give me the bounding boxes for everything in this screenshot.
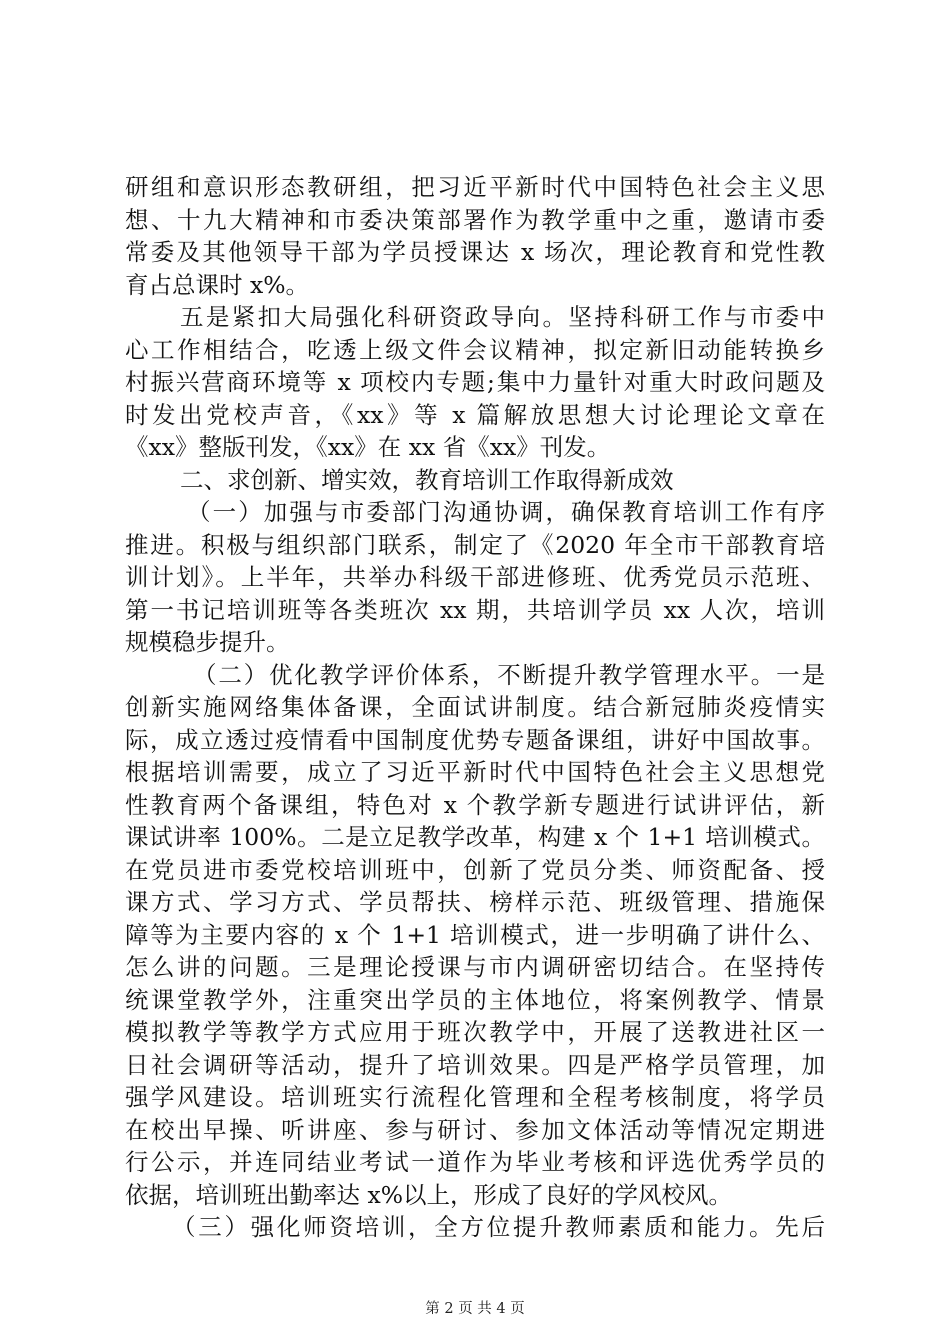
text-line: 际，成立透过疫情看中国制度优势专题备课组，讲好中国故事。 xyxy=(125,725,825,754)
text-line: 模拟教学等教学方式应用于班次教学中，开展了送教进社区一 xyxy=(125,1018,825,1046)
page-number-footer: 第 2 页 共 4 页 xyxy=(425,1301,525,1317)
text-line: 根据培训需要，成立了习近平新时代中国特色社会主义思想党 xyxy=(125,758,825,786)
text-line: 统课堂教学外，注重突出学员的主体地位，将案例教学、情景 xyxy=(125,985,825,1014)
text-line: 第一书记培训班等各类班次 xx 期，共培训学员 xx 人次，培训 xyxy=(125,595,825,624)
text-line: 行公示，并连同结业考试一道作为毕业考核和评选优秀学员的 xyxy=(125,1148,825,1176)
text-line: 依据，培训班出勤率达 x%以上，形成了良好的学风校风。 xyxy=(125,1180,733,1209)
text-line: 村振兴营商环境等 x 项校内专题;集中力量针对重大时政问题及 xyxy=(125,368,825,396)
section-heading: 二、求创新、增实效，教育培训工作取得新成效 xyxy=(180,465,674,494)
text-line: 怎么讲的问题。三是理论授课与市内调研密切结合。在坚持传 xyxy=(125,953,825,981)
text-line: 《xx》整版刊发，《xx》在 xx 省《xx》刊发。 xyxy=(125,433,611,461)
paragraph-first-line: 五是紧扣大局强化科研资政导向。坚持科研工作与市委中 xyxy=(180,303,825,331)
text-line: 训计划》。上半年，共举办科级干部进修班、优秀党员示范班、 xyxy=(125,563,825,591)
text-line: 课试讲率 100%。二是立足教学改革，构建 x 个 1+1 培训模式。 xyxy=(125,823,825,851)
text-line: 想、十九大精神和市委决策部署作为教学重中之重，邀请市委 xyxy=(125,205,825,234)
text-line: 强学风建设。培训班实行流程化管理和全程考核制度，将学员 xyxy=(125,1083,825,1111)
paragraph-first-line: （二）优化教学评价体系，不断提升教学管理水平。一是 xyxy=(193,660,825,689)
text-line: 日社会调研等活动，提升了培训效果。四是严格学员管理，加 xyxy=(125,1050,825,1079)
body-text xyxy=(125,171,825,1244)
text-line: 常委及其他领导干部为学员授课达 x 场次，理论教育和党性教 xyxy=(125,238,825,266)
text-line: 在党员进市委党校培训班中，创新了党员分类、师资配备、授 xyxy=(125,855,825,884)
text-line: 育占总课时 x%。 xyxy=(125,270,310,299)
text-line: 规模稳步提升。 xyxy=(125,628,290,656)
text-line: 时发出党校声音，《xx》等 x 篇解放思想大讨论理论文章在 xyxy=(125,400,825,429)
text-line: 心工作相结合，吃透上级文件会议精神，拟定新旧动能转换乡 xyxy=(125,335,825,364)
text-line: 推进。积极与组织部门联系，制定了《2020 年全市干部教育培 xyxy=(125,530,825,559)
text-line: 研组和意识形态教研组，把习近平新时代中国特色社会主义思 xyxy=(125,173,825,201)
text-line: 创新实施网络集体备课，全面试讲制度。结合新冠肺炎疫情实 xyxy=(125,693,825,721)
text-line: 课方式、学习方式、学员帮扶、榜样示范、班级管理、措施保 xyxy=(125,888,825,916)
text-line: 性教育两个备课组，特色对 x 个教学新专题进行试讲评估，新 xyxy=(125,790,825,819)
paragraph-first-line: （三）强化师资培训，全方位提升教师素质和能力。先后 xyxy=(172,1213,825,1241)
text-line: 在校出早操、听讲座、参与研讨、参加文体活动等情况定期进 xyxy=(125,1115,825,1144)
paragraph-first-line: （一）加强与市委部门沟通协调，确保教育培训工作有序 xyxy=(187,498,825,526)
text-line: 障等为主要内容的 x 个 1+1 培训模式，进一步明确了讲什么、 xyxy=(125,920,825,949)
